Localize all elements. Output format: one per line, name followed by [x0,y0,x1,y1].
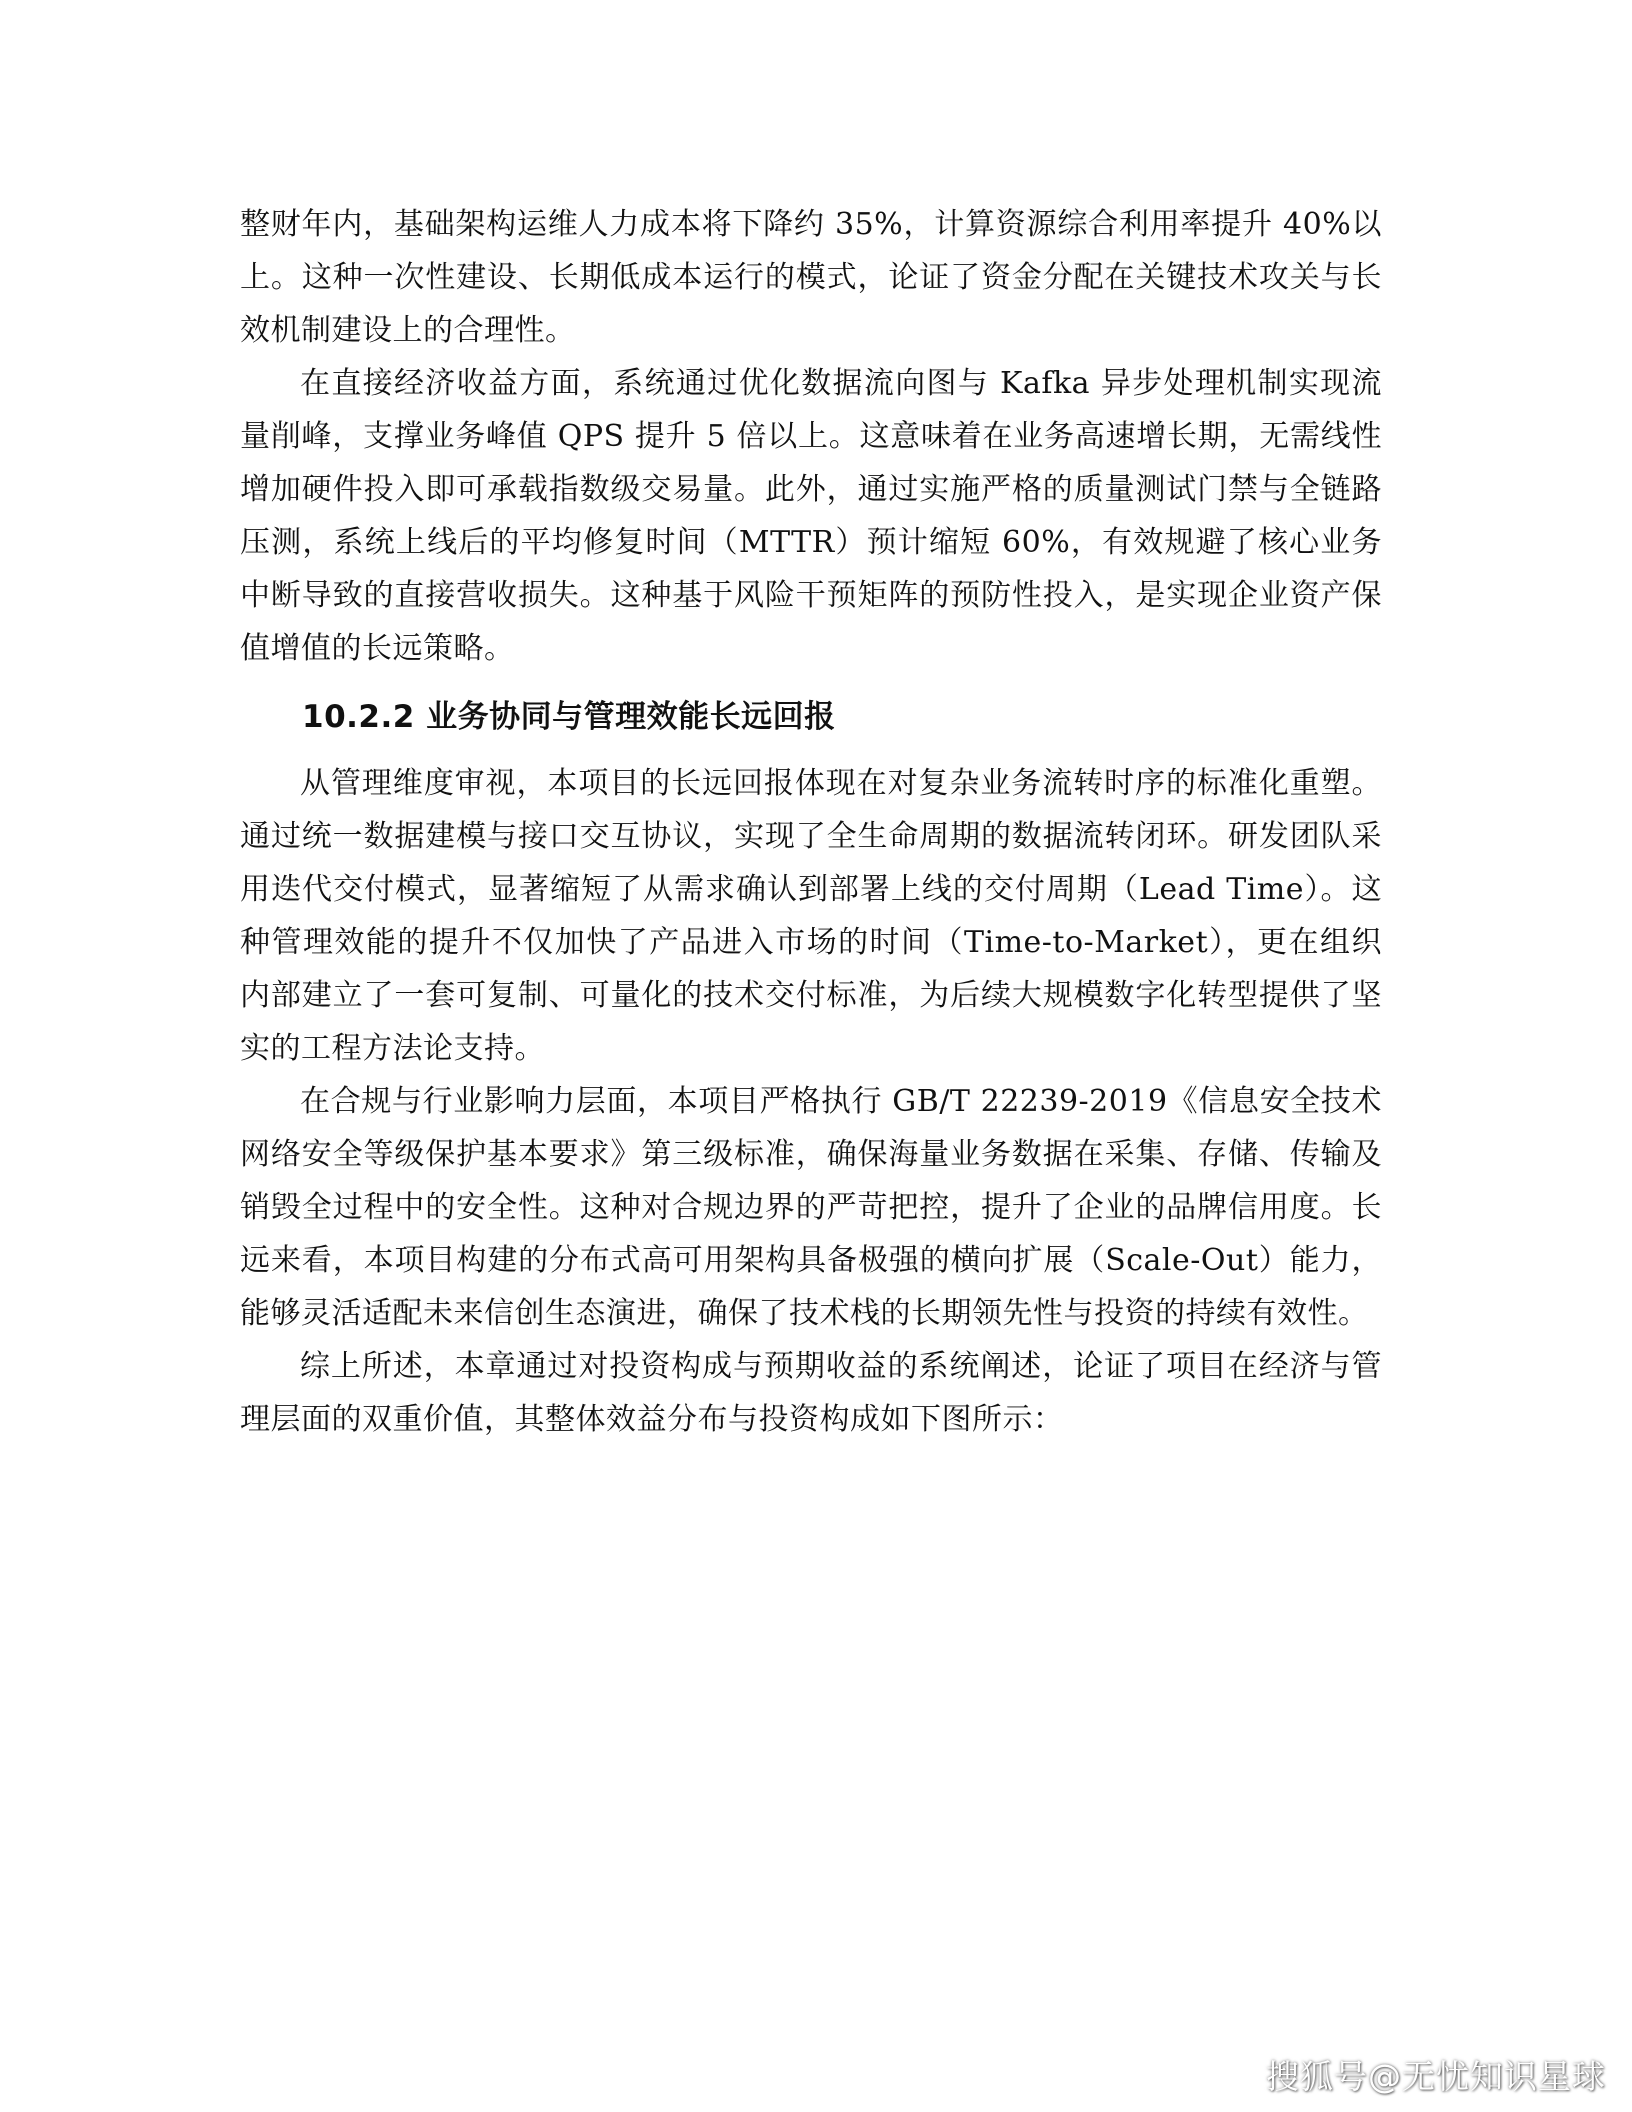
paragraph-compliance: 在合规与行业影响力层面，本项目严格执行 GB/T 22239-2019《信息安全技术 网络安全等级保护基本要求》第三级标准，确保海量业务数据在采集、存储、传输及销毁全过程中的安全性。这种对合规边界的严苛把控，提升了企业的品牌信用度。长远来看，本项目构建的分布式高可用架构具备极强的横向扩展（Scale-Out）能力，能够灵活适配未来信创生态演进，确保了技术栈的长期领先性与投资的持续有效性。 [240,1084,1382,1331]
paragraph-management-returns: 从管理维度审视，本项目的长远回报体现在对复杂业务流转时序的标准化重塑。通过统一数据建模与接口交互协议，实现了全生命周期的数据流转闭环。研发团队采用迭代交付模式，显著缩短了从需求确认到部署上线的交付周期（Lead Time）。这种管理效能的提升不仅加快了产品进入市场的时间（Time-to-Market），更在组织内部建立了一套可复制、可量化的技术交付标准，为后续大规模数字化转型提供了坚实的工程方法论支持。 [240,766,1382,1066]
watermark: 搜狐号@无忧知识星球 [1266,2057,1606,2096]
paragraph-economic-benefits: 在直接经济收益方面，系统通过优化数据流向图与 Kafka 异步处理机制实现流量削峰，支撑业务峰值 QPS 提升 5 倍以上。这意味着在业务高速增长期，无需线性增加硬件投入即可承载指数级交易量。此外，通过实施严格的质量测试门禁与全链路压测，系统上线后的平均修复时间（MTTR）预计缩短 60%，有效规避了核心业务中断导致的直接营收损失。这种基于风险干预矩阵的预防性投入，是实现企业资产保值增值的长远策略。 [240,366,1382,666]
paragraph-cost-savings: 整财年内，基础架构运维人力成本将下降约 35%，计算资源综合利用率提升 40%以上。这种一次性建设、长期低成本运行的模式，论证了资金分配在关键技术攻关与长效机制建设上的合理性。 [240,207,1382,348]
paragraph-summary: 综上所述，本章通过对投资构成与预期收益的系统阐述，论证了项目在经济与管理层面的双重价值，其整体效益分布与投资构成如下图所示： [240,1349,1382,1437]
document-page [240,198,1382,1446]
section-heading: 10.2.2 业务协同与管理效能长远回报 [302,699,836,735]
